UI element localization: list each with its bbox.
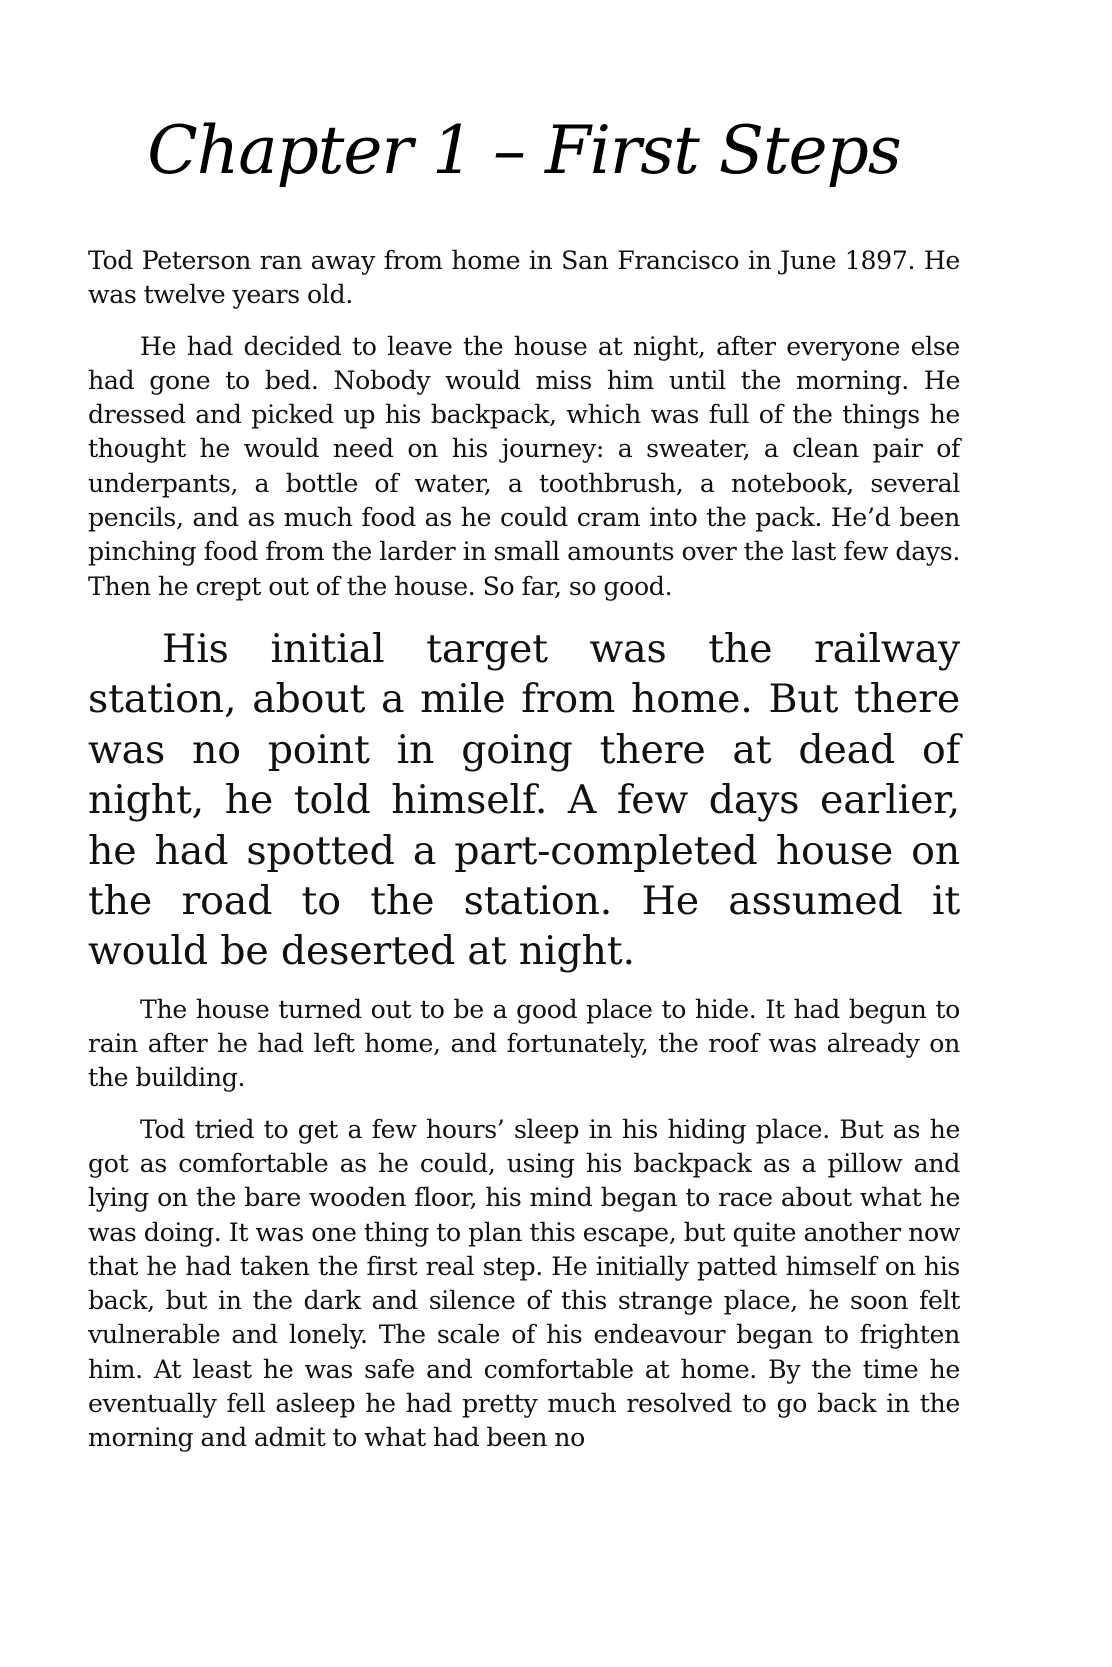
paragraph-4: The house turned out to be a good place to hide. It had begun to rain after he had left home, and fortunately, the roof was already on the building. bbox=[88, 994, 960, 1093]
paragraph-3-enlarged: His initial target was the railway station, about a mile from home. But there was no point in going there at dead of night, he told himself. A few days earlier, he had spotted a part-completed house on the road to the station. He assumed it would be deserted at night. bbox=[88, 625, 960, 975]
book-page bbox=[88, 0, 960, 1456]
chapter-title: Chapter 1 – First Steps bbox=[147, 112, 901, 189]
paragraph-2: He had decided to leave the house at night, after everyone else had gone to bed. Nobody would miss him until the morning. He dressed and picked up his backpack, which was full of the things he thought he would need on his journey: a sweater, a clean pair of underpants, a bottle of water, a toothbrush, a notebook, several pencils, and as much food as he could cram into the pack. He’d been pinching food from the larder in small amounts over the last few days. Then he crept out of the house. So far, so good. bbox=[88, 331, 960, 601]
paragraph-1: Tod Peterson ran away from home in San Francisco in June 1897. He was twelve years old. bbox=[88, 246, 960, 310]
paragraph-5: Tod tried to get a few hours’ sleep in his hiding place. But as he got as comfortable as he could, using his backpack as a pillow and lying on the bare wooden floor, his mind began to race about what he was doing. It was one thing to plan this escape, but quite another now that he had taken the first real step. He initially patted himself on his back, but in the dark and silence of this strange place, he soon felt vulnerable and lonely. The scale of his endeavour began to frighten him. At least he was safe and comfortable at home. By the time he eventually fell asleep he had pretty much resolved to go back in the morning and admit to what had been no bbox=[88, 1114, 960, 1453]
